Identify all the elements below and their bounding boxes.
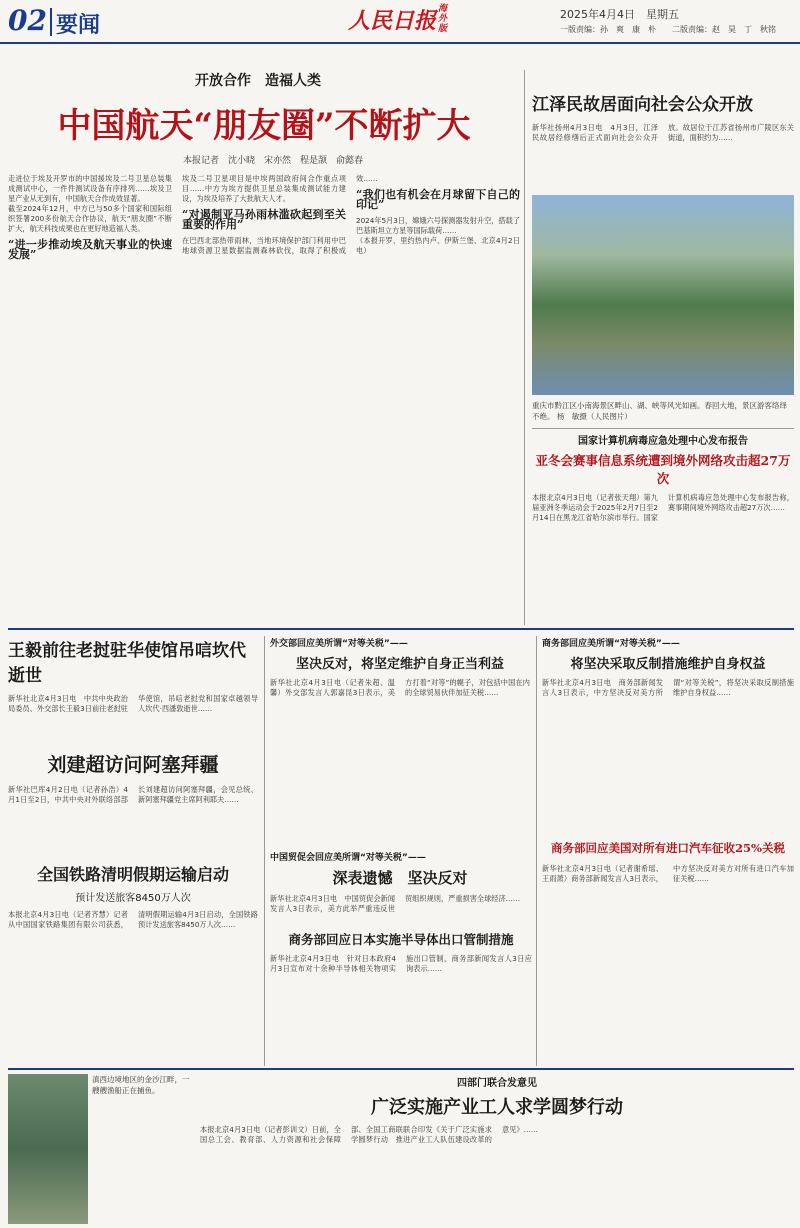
article-title: 中国航天“朋友圈”不断扩大 bbox=[57, 106, 471, 146]
article-kicker: 四部门联合发意见 bbox=[457, 1078, 537, 1089]
subhead: “对遏制亚马孙雨林滥砍起到至关重要的作用” bbox=[182, 208, 346, 231]
article-kicker: 中国贸促会回应美所谓“对等关税”—— bbox=[270, 853, 426, 863]
article-title: 将坚决采取反制措施维护自身权益 bbox=[570, 657, 766, 672]
divider bbox=[8, 1068, 794, 1070]
article-title: 坚决反对，将坚定维护自身正当利益 bbox=[295, 657, 504, 672]
article-mofcom-tariff bbox=[542, 636, 794, 836]
article-title: 商务部回应日本实施半导体出口管制措施 bbox=[288, 932, 514, 947]
article-body: 新华社北京4月3日电（记者谢希瑶、王雨萧）商务部新闻发言人3日表示，中方坚决反对美方对所有进口汽车加征关税…… bbox=[542, 864, 794, 883]
article-railway bbox=[8, 862, 258, 1062]
article-liu-jianchao bbox=[8, 750, 258, 855]
article-body: 本报北京4月3日电（记者齐慧）记者从中国国家铁路集团有限公司获悉，清明假期运输4月3日启动，全国铁路预计发送旅客8450万人次…… bbox=[8, 910, 258, 929]
article-wang-yi bbox=[8, 636, 258, 744]
article-worker-education bbox=[200, 1074, 794, 1224]
section-name: 要闻 bbox=[56, 12, 101, 38]
article-title: 深表遗憾 坚决反对 bbox=[332, 869, 468, 887]
article-body: 本报北京4月3日电（记者彭训文）日前，全国总工会、教育部、人力资源和社会保障部、全国工商联联合印发《关于广泛实施求学圆梦行动 推进产业工人队伍建设改革的意见》…… bbox=[200, 1125, 538, 1144]
divider bbox=[8, 628, 794, 630]
photo-caption: 重庆市黔江区小南海景区畔山、湖、峡等风光如画。春回大地，景区游客络绎不绝。 杨 敏摄（人民图片） bbox=[532, 401, 787, 421]
issue-date: 2025年4月4日 星期五 bbox=[560, 8, 679, 21]
article-body: 走进位于埃及开罗市的中国援埃及二号卫星总装集成测试中心，一件件测试设备有序排列……埃及卫星产业从无到有，中国航天合作成效显著。 截至2024年12月，中方已与50多个国家和国际组织签署200多份航天合作协议，航天“朋友圈”不断扩大，航天科技成果也在更好地造福人类。 “进一步推动埃及航天事业的快速发展” 埃及二号卫星项目是中埃两国政府间合作重点项目……中方为埃方提供卫星总装集成测试能力建设，为埃及培养了大批航天人才。 “对遏制亚马孙雨林滥砍起到至关重要的作用” 在巴西北部热带雨林，当地环境保护部门利用中巴地球资源卫星数据监测森林砍伐，取得了积极成效…… “我们也有机会在月球留下自己的印记” 2024年5月3日，嫦娥六号探测器发射升空，搭载了巴基斯坦立方星等国际载荷…… （本报开罗、里约热内卢、伊斯兰堡、北京4月2日电） bbox=[8, 174, 520, 261]
article-kicker: 开放合作 造福人类 bbox=[195, 73, 321, 89]
article-kicker: 国家计算机病毒应急处理中心发布报告 bbox=[578, 436, 748, 447]
divider bbox=[536, 636, 537, 1066]
article-japan-semiconductor bbox=[270, 930, 532, 1065]
editors: 一版责编：孙 爽 康 朴 二版责编：赵 昊 丁 秋铭 bbox=[560, 25, 776, 34]
article-kicker: 外交部回应美所谓“对等关税”—— bbox=[270, 639, 408, 649]
article-byline: 本报记者 沈小晓 宋亦然 程是颉 俞懿春 bbox=[183, 156, 364, 166]
article-body: 新华社北京4月3日电 针对日本政府4月3日宣布对十余种半导体相关物项实施出口管制，商务部新闻发言人3日应询表示…… bbox=[270, 954, 532, 973]
article-title: 江泽民故居面向社会公众开放 bbox=[532, 95, 753, 115]
article-body: 本报北京4月3日电（记者张天翔）第九届亚洲冬季运动会于2025年2月7日至2月14日在黑龙江省哈尔滨市举行。国家计算机病毒应急处理中心发布报告称，赛事期间境外网络攻击超27万次…… bbox=[532, 493, 794, 522]
article-space-cooperation bbox=[8, 70, 520, 625]
bottom-photo bbox=[8, 1074, 88, 1224]
article-title: 商务部回应美国对所有进口汽车征收25%关税 bbox=[551, 841, 785, 855]
subhead: “我们也有机会在月球留下自己的印记” bbox=[356, 188, 520, 211]
page-number: 02 bbox=[8, 4, 47, 37]
header-divider bbox=[50, 8, 52, 36]
divider bbox=[264, 636, 265, 1066]
article-title: 王毅前往老挝驻华使馆吊唁坎代逝世 bbox=[8, 641, 246, 686]
article-cyber-attack bbox=[532, 432, 794, 622]
article-auto-tariff bbox=[542, 840, 794, 1065]
article-title: 刘建超访问阿塞拜疆 bbox=[47, 754, 219, 776]
bottom-photo-caption: 滇西边境地区的金沙江畔，一艘艘渔船正在捕鱼。 bbox=[92, 1075, 190, 1095]
divider bbox=[532, 428, 794, 429]
article-body: 新华社巴库4月2日电（记者孙浩）4月1日至2日，中共中央对外联络部部长刘建超访问阿塞拜疆，会见总统、新阿塞拜疆党主席阿利耶夫…… bbox=[8, 785, 258, 804]
article-subtitle: 预计发送旅客8450万人次 bbox=[75, 893, 191, 904]
divider bbox=[524, 70, 525, 625]
article-mfa-tariff bbox=[270, 636, 530, 846]
article-body: 新华社扬州4月3日电 4月3日，江泽民故居经修缮后正式面向社会公众开放。故居位于江苏省扬州市广陵区东关街道，面积约为…… bbox=[532, 123, 794, 142]
article-jiang-residence bbox=[532, 90, 794, 185]
newspaper-logo: 人民日报 海外版 bbox=[348, 4, 448, 34]
article-kicker: 商务部回应美所谓“对等关税”—— bbox=[542, 639, 680, 649]
article-body: 新华社北京4月3日电 中共中央政治局委员、外交部长王毅3日前往老挝驻华使馆，吊唁老挝党和国家卓越领导人坎代·西潘敦逝世…… bbox=[8, 694, 258, 713]
article-title: 广泛实施产业工人求学圆梦行动 bbox=[371, 1097, 623, 1118]
article-body: 新华社北京4月3日电 商务部新闻发言人3日表示，中方坚决反对美方所谓“对等关税”，将坚决采取反制措施维护自身权益…… bbox=[542, 678, 794, 697]
article-title: 亚冬会赛事信息系统遭到境外网络攻击超27万次 bbox=[535, 453, 791, 486]
article-body: 新华社北京4月3日电 中国贸促会新闻发言人3日表示，美方此举严重违反世贸组织规则，严重损害全球经济…… bbox=[270, 894, 521, 913]
subhead: “进一步推动埃及航天事业的快速发展” bbox=[8, 238, 172, 261]
page-header bbox=[0, 0, 800, 44]
article-title: 全国铁路清明假期运输启动 bbox=[36, 865, 229, 884]
article-body: 新华社北京4月3日电（记者朱超、温馨）外交部发言人郭嘉昆3日表示，美方打着“对等”的幌子，对包括中国在内的全球贸易伙伴加征关税…… bbox=[270, 678, 530, 697]
scenic-photo bbox=[532, 195, 794, 395]
